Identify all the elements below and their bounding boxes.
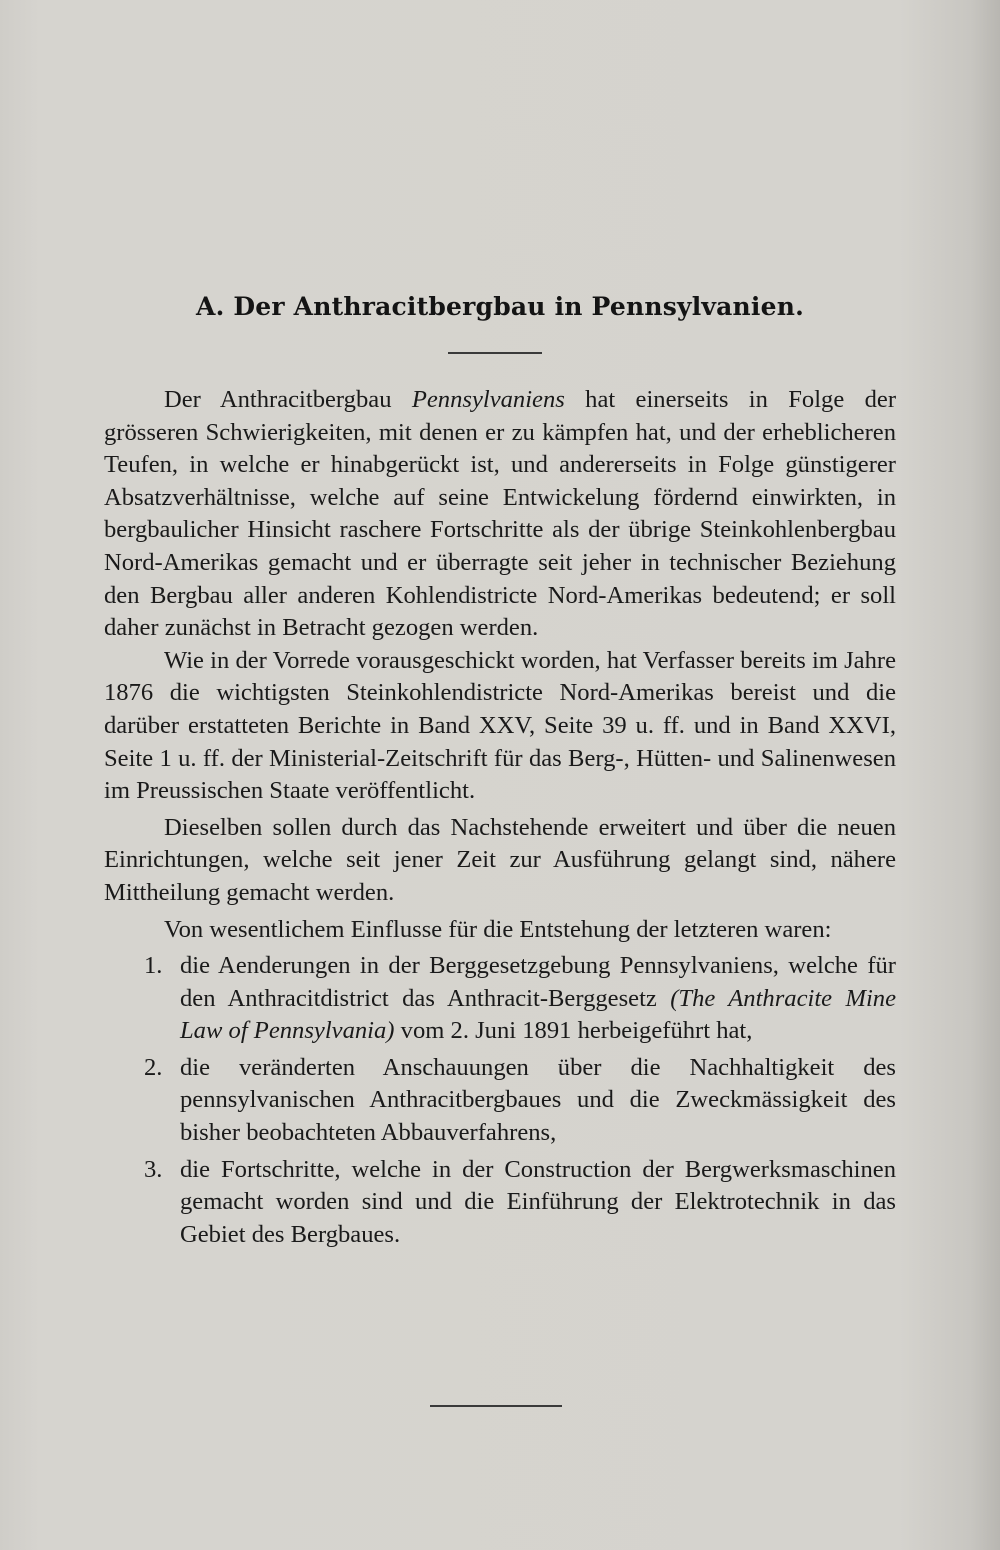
- list-item-text: die Fortschritte, welche in der Construction der Bergwerksmaschinen gemacht worden sind und die Einführung der Elektrotechnik in das Gebiet des Bergbaues.: [180, 1155, 896, 1248]
- paragraph-1-text-a: Der Anthracitbergbau: [164, 386, 412, 413]
- list-item-text: die veränderten Anschauungen über die Nachhaltigkeit des pennsylvanischen Anthracitbergbaues und die Zweckmässigkeit des bisher beobachteten Abbauverfahrens,: [180, 1053, 896, 1147]
- list-item: [104, 1052, 896, 1150]
- list-item-text-b: vom 2. Juni 1891 herbeigeführt hat,: [394, 1017, 753, 1045]
- bleed-through-texture: [0, 0, 1000, 400]
- list-item: [104, 1154, 896, 1252]
- list-item-number: 1.: [144, 952, 163, 980]
- paragraph-3: Dieselben sollen durch das Nachstehende erweitert und über die neuen Einrichtungen, welche seit jener Zeit zur Ausführung gelangt sind, nähere Mittheilung gemacht werden.: [104, 813, 896, 906]
- paragraph-1-text-b: hat einerseits in Folge der grösseren Schwierigkeiten, mit denen er zu kämpfen hat, und der erheblicheren Teufen, in welche er hinabgerückt ist, und andererseits in Folge günstigerer Absatzverhältnisse, welche auf seine Entwickelung fördernd einwirkten, in bergbaulicher Hinsicht raschere Fortschritte als der übrige Steinkohlenbergbau Nord-Amerikas gemacht und er überragte seit jeher in technischer Beziehung den Bergbau aller anderen Kohlendistricte Nord-Amerikas bedeutend; er soll daher zunächst in Betracht gezogen werden.: [104, 386, 897, 642]
- list-item: [104, 950, 896, 1048]
- list-item-emphasis: (The Anthracite Mine Law of Pennsylvania): [180, 984, 896, 1045]
- body-text: [104, 384, 896, 1251]
- closing-divider: [430, 1405, 562, 1407]
- list-item-text: [180, 952, 896, 1044]
- section-heading: A. Der Anthracitbergbau in Pennsylvanien.: [195, 292, 805, 321]
- heading-divider: [448, 352, 542, 354]
- paragraph-1-emphasis: Pennsylvaniens: [411, 386, 565, 413]
- list-item-number: 2.: [144, 1053, 163, 1081]
- list-item-number: 3.: [144, 1155, 163, 1183]
- paragraph-2: Wie in der Vorrede vorausgeschickt worden, hat Verfasser bereits im Jahre 1876 die wichtigsten Steinkohlendistricte Nord-Amerikas bereist und die darüber erstatteten Berichte in Band XXV, Seite 39 u. ff. und in Band XXVI, Seite 1 u. ff. der Ministerial-Zeitschrift für das Berg-, Hütten- und Salinenwesen im Preussischen Staate veröffentlicht.: [104, 646, 896, 805]
- paragraph-4: Von wesentlichem Einflusse für die Entstehung der letzteren waren:: [164, 915, 832, 943]
- paragraph-1: [104, 384, 896, 645]
- numbered-list: [104, 950, 896, 1251]
- list-item-text-a: die Aenderungen in der Berggesetzgebung Pennsylvaniens, welche für den Anthracitdistrict das Anthracit-Berggesetz: [180, 952, 896, 1012]
